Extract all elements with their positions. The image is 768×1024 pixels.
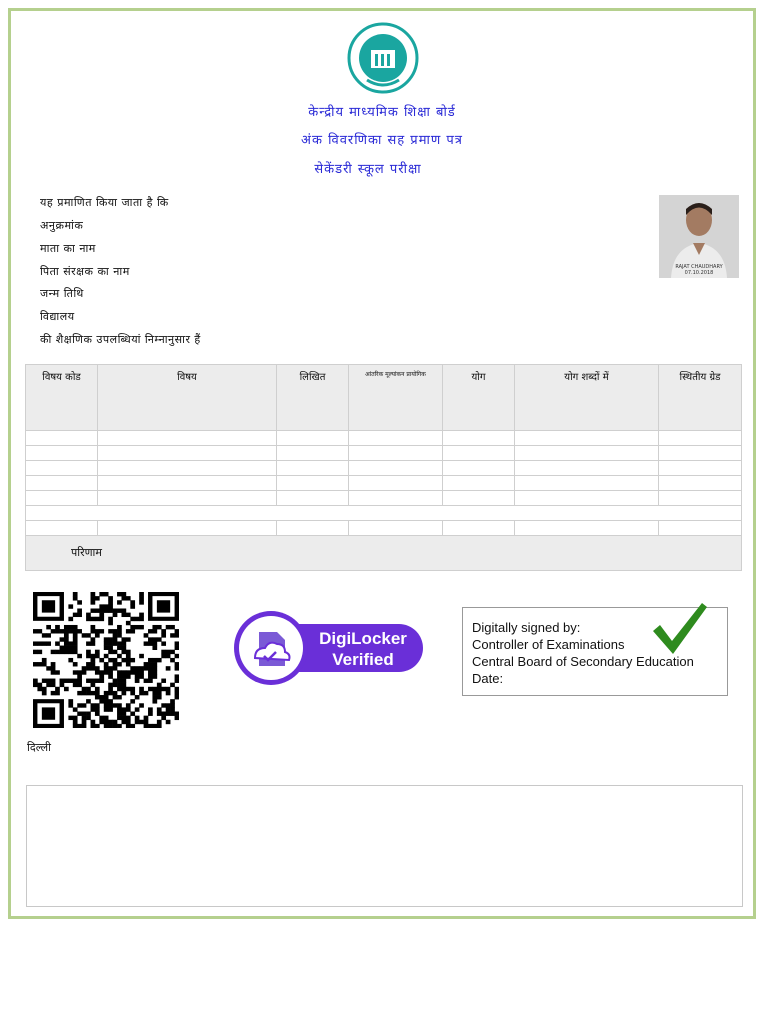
photo-caption-name: RAJAT CHAUDHARY xyxy=(675,264,723,270)
student-photo xyxy=(659,195,739,278)
table-row xyxy=(26,521,742,536)
cbse-logo-icon xyxy=(347,22,419,98)
checkmark-icon xyxy=(650,601,708,656)
digilocker-verified-badge xyxy=(233,610,425,686)
signature-line3: Central Board of Secondary Education xyxy=(472,654,694,669)
header-written: लिखित xyxy=(277,365,349,431)
dob-label: जन्म तिथि xyxy=(40,287,84,300)
remarks-box xyxy=(26,785,743,907)
roll-no-label: अनुक्रमांक xyxy=(40,219,84,232)
header-subject: विषय xyxy=(98,365,277,431)
table-row-spacer xyxy=(26,506,742,521)
marks-table xyxy=(25,364,742,536)
header-subject-code: विषय कोड xyxy=(26,365,98,431)
digilocker-line1: DigiLocker xyxy=(319,629,407,648)
header-total: योग xyxy=(443,365,515,431)
marks-table-header xyxy=(26,365,742,431)
board-name: केन्द्रीय माध्यमिक शिक्षा बोर्ड xyxy=(308,105,456,120)
table-row xyxy=(26,431,742,446)
photo-caption-date: 07.10.2018 xyxy=(684,270,714,276)
place-label: दिल्ली xyxy=(27,741,51,754)
result-row xyxy=(25,535,742,571)
header-total-words: योग शब्दों में xyxy=(515,365,659,431)
result-label: परिणाम xyxy=(71,546,102,559)
header-internal: आंतरिक मूल्यांकन प्रायोगिक xyxy=(349,365,443,431)
signature-line4: Date: xyxy=(472,671,504,686)
document-title: अंक विवरणिका सह प्रमाण पत्र xyxy=(301,133,463,148)
achievements-text: की शैक्षणिक उपलब्धियां निम्नानुसार हैं xyxy=(40,333,201,346)
table-row xyxy=(26,446,742,461)
photo-caption xyxy=(659,264,739,276)
digilocker-line2: Verified xyxy=(332,650,394,669)
exam-name: सेकेंडरी स्कूल परीक्षा xyxy=(314,162,422,177)
table-row xyxy=(26,491,742,506)
certify-text: यह प्रमाणित किया जाता है कि xyxy=(40,196,169,209)
qr-code-icon xyxy=(33,592,179,728)
school-label: विद्यालय xyxy=(40,310,75,323)
signature-line1: Digitally signed by: xyxy=(472,620,581,635)
mother-name-label: माता का नाम xyxy=(40,242,96,255)
table-row xyxy=(26,476,742,491)
signature-line2: Controller of Examinations xyxy=(472,637,625,652)
header-grade: स्थितीय ग्रेड xyxy=(659,365,742,431)
table-row xyxy=(26,461,742,476)
father-name-label: पिता संरक्षक का नाम xyxy=(40,265,130,278)
